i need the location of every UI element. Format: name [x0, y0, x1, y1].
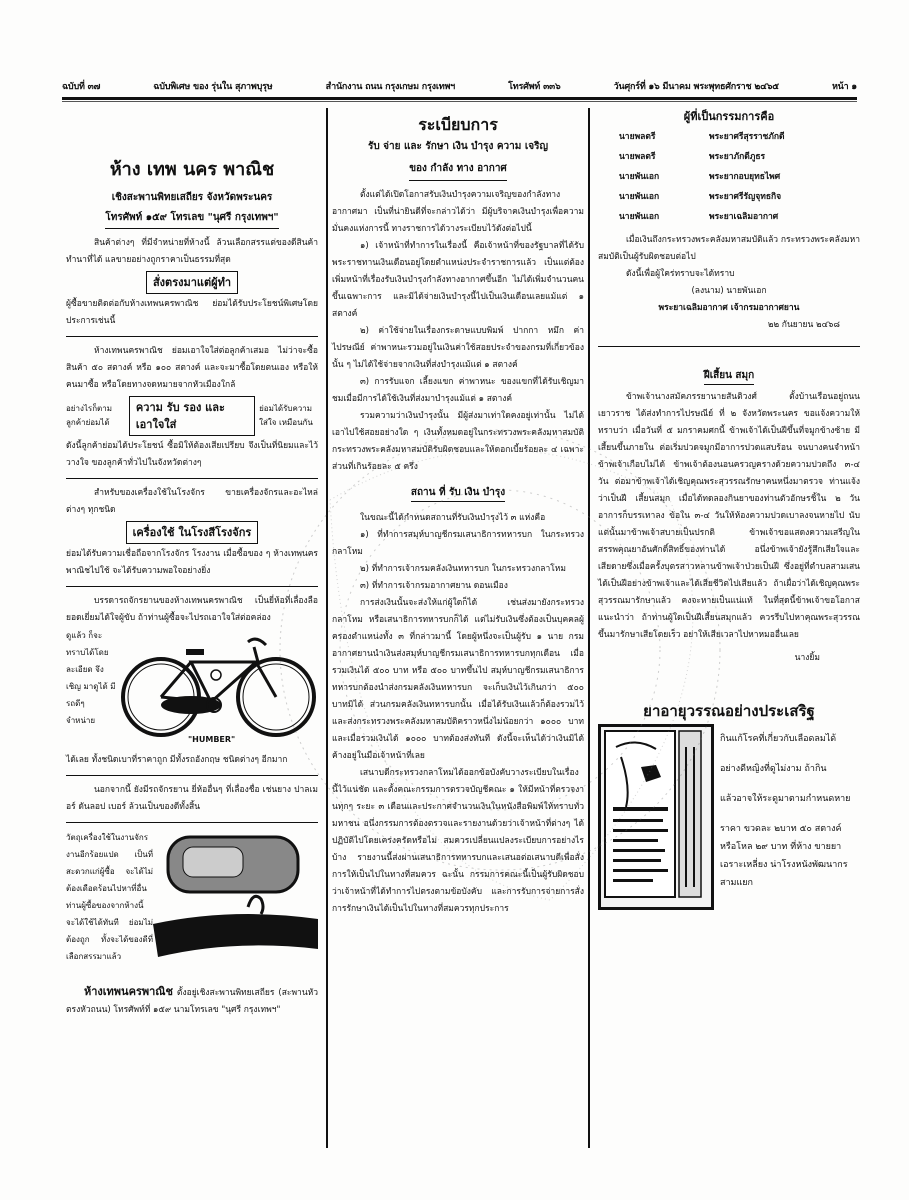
letter-title: ฝีเสี้ยน สมุก [704, 367, 754, 385]
deposit-place-3: ๓) ที่ทำการเจ้ากรมอากาศยาน ดอนเมือง [360, 581, 508, 591]
regulations-item-3: ๓) การรับแจก เลี้ยงแขก ค่าพาหนะ ของแขกที่ได้รับเชิญมาชมเมื่อมีการได้ใช้เงินที่ส่งมาบำรุงแม้แต่ ๑ สตางค์ [332, 377, 584, 404]
right-column [598, 104, 860, 910]
lamp-illustration [153, 829, 318, 979]
medicine-package-icon [601, 727, 705, 901]
medicine-ad [598, 703, 860, 910]
store-ad [66, 158, 318, 330]
regulations-subtitle: รับ จ่าย และ รักษา เงิน บำรุง ความ เจริญ [367, 141, 549, 152]
store-ad-box-row [66, 269, 318, 296]
phone-number: โทรศัพท์ ๓๓๖ [508, 82, 561, 92]
medicine-ad-line: แล้วอาจให้ระดูมาตามกำหนดหาย [720, 794, 851, 804]
service-ad-para2: ดังนี้ลูกค้าย่อมได้ประโยชน์ ซื้อมิให้ต้องเสียเปรียบ จึงเป็นที่นิยมและไว้วางใจ ของลูกค้าทั่วไปในจังหวัดต่างๆ [66, 441, 318, 468]
committee-notice: ดังนี้เพื่อผู้ใคร่ทราบจะได้ทราบ [626, 269, 735, 279]
committee-rank: นายพันเอก [619, 172, 660, 182]
committee-name: พระยาศรีรัญจุทธกิจ [709, 192, 782, 202]
divider [66, 336, 318, 337]
service-ad-para1: ห้างเทพนครพาณิช ย่อมเอาใจใส่ต่อลูกค้าเสมอ ไม่ว่าจะซื้อสินค้า ๕๐ สตางค์ หรือ ๑๐๐ สตางค์ และจะมาซื้อโดยตนเอง หรือให้คนมาซื้อ หรือโดยทางจดหมายจากหัวเมืองใกล้ [66, 346, 318, 390]
committee-title: ผู้ที่เป็นกรรมการคือ [683, 110, 775, 123]
footer-ad-text: ตั้งอยู่เชิงสะพานพิทยเสถียร (สะพานหัว ตรงหัวถนน) โทรศัพท์ที่ ๑๕๙ นามโทรเลข "นุศรี กรุงเทพฯ" [66, 988, 319, 1015]
bicycle-illustration [116, 627, 316, 752]
deposit-place-2: ๒) ที่ทำการเจ้ากรมคลังเงินทหารบก ในกระทรวงกลาโหม [360, 564, 566, 574]
store-ad-para1: สินค้าต่างๆ ที่มีจำหน่ายที่ห้างนี้ ล้วนเลือกสรรแต่ของดีสินค้าทำนาที่ได้ แลขายอย่างถูกราคาเป็นธรรมที่สุด [66, 238, 318, 265]
page-number: หน้า ๑ [831, 82, 857, 92]
store-ad-title: ห้าง เทพ นคร พาณิช [109, 159, 275, 180]
divider [66, 586, 318, 587]
service-ad [66, 343, 318, 472]
footer-ad-title: ห้างเทพนครพาณิช [84, 985, 173, 998]
divider [66, 822, 318, 823]
committee-name: พระยาเฉลิมอากาศ [709, 212, 779, 222]
medicine-bottle-box [598, 724, 714, 910]
deposit-places-intro: ในขณะนี้ได้กำหนดสถานที่รับเงินบำรุงไว้ ๓ แห่งคือ [360, 513, 546, 523]
lamp-icon [153, 829, 318, 979]
signature-rank: (ลงนาม) นายพันเอก [691, 286, 767, 296]
deposit-procedure: การส่งเงินนั้นจะส่งให้แก่ผู้ใดก็ได้ เช่นส่งมายังกระทรวงกลาโหม หรือเสนาธิการทหารบกก็ได้ แต่ไม่รับเงินซึ่งต้องเป็นบุคคลผู้ครองตำแหน่งทั้ง ๓ ที่กล่าวมานี้ โดยผู้หนึ่งจะเป็นผู้รับ ๑ นาย กรมอากาศยานนำเงินส่งสมุห์บาญชีกรมเสนาธิการทหารบกทุกเดือน เมื่อรวมเงินได้ ๕๐๐ บาท หรือ ๕๐๐ บาทขึ้นไป สมุห์บาญชีกรมเสนาธิการทหารบกต้องนำส่งกรมคลังเงินทหารบก จะเก็บเงินไว้เกินกว่า ๕๐๐ บาทมิได้ ส่วนกรมคลังเงินทหารบกนั้น เมื่อได้รับเงินแล้วก็ต้องรวมไว้และส่งกระทรวงพระคลังมหาสมบัติคราวหนึ่งไม่น้อยกว่า ๑๐๐๐ บาท และเมื่อรวมเงินได้ ๑๐๐๐ บาทต้องส่งทันที ดังนี้จะเห็นได้ว่าเงินมิได้ค้างอยู่ในมือเจ้าหน้าที่เลย [332, 598, 584, 761]
regulations-item-2: ๒) ค่าใช้จ่ายในเรื่องกระดาษแบบพิมพ์ ปากกา หมึก ค่าไปรษณีย์ ค่าพาหนะรวมอยู่ในเงินค่าใช้สอยประจำของกรมที่เกี่ยวข้องนั้น ๆ ไม่ได้ใช้จ่ายจากเงินที่ส่งบำรุงแม้แต่ ๑ สตางค์ [332, 326, 584, 370]
masthead-rule [62, 97, 857, 100]
committee-name: พระยากอบยุทธไพศ [709, 172, 781, 182]
masthead-rule-thin [62, 101, 857, 102]
issue-number: ฉบับที่ ๓๗ [62, 82, 101, 92]
regulations-closing: เสนาบดีกระทรวงกลาโหมได้ออกข้อบังคับวางระเบียบในเรื่องนี้ไว้แน่ชัด และตั้งคณะกรรมการตรวจบัญชีคณะ ๑ ให้มีหน้าที่ตรวจงานทุกๆ ระยะ ๓ เดือนและประกาศจำนวนเงินในหนังสือพิมพ์ให้ทราบทั่วมหาชน อนึ่งกรรมการต้องตรวจและรายงานด้วยว่าเจ้าหน้าที่ต่างๆ ได้ปฏิบัติไปโดยเคร่งครัดหรือไม่ สมควรเปลี่ยนแปลงระเบียบการอย่างไรบ้าง รายงานนี้ส่งผ่านเสนาธิการทหารบกและเสนอต่อเสนาบดีเพื่อสั่งการให้เป็นไปในทางที่สมควร ฉะนั้น กรรมการคณะนี้เป็นผู้รับผิดชอบว่าเจ้าหน้าที่ได้ทำการไปตรงตามข้อบังคับ และการรับการจ่ายการสั่งการรักษาเงินได้เป็นไปในทางที่สมควรทุกประการ [332, 768, 584, 914]
divider [66, 478, 318, 479]
medicine-ad-line: อย่างดีหญิงที่ดูไม่งาม ถ้ากิน [720, 764, 827, 774]
regulations-subtitle2: ของ กำลัง ทาง อากาศ [409, 158, 507, 181]
committee-rank: นายพันเอก [619, 212, 660, 222]
medicine-ad-price: ราคา ขวดละ ๒บาท ๕๐ สตางค์ [720, 824, 842, 834]
bicycle-icon [116, 627, 316, 747]
office-address: สำนักงาน ถนน กรุงเกษม กรุงเทพฯ [325, 82, 456, 92]
store-ad-para2: ผู้ซื้อขายติดต่อกับห้างเทพนครพาณิช ย่อมได้รับประโยชน์พิเศษโดยประการเช่นนี้ [66, 299, 318, 326]
section-title-deposit-places: สถาน ที่ รับ เงิน บำรุง [411, 484, 505, 502]
store-ad-phone: โทรศัพท์ ๑๕๙ โทรเลข "นุศรี กรุงเทพฯ" [105, 208, 278, 229]
middle-column [326, 108, 590, 1148]
service-ad-side-left: อย่างไรก็ตาม ลูกค้าย่อมได้ [66, 404, 113, 427]
machine-ad-para2: ย่อมได้รับความเชื่อถือจากโรงจักร โรงงาน เมื่อซื้อของ ๆ ห้างเทพนครพาณิชไปใช้ จะได้รับความพอใจอย่างยิ่ง [66, 549, 318, 576]
machine-ad-boxed-label: เครื่องใช้ ในโรงสีโรงจักร [126, 521, 259, 544]
bicycle-ad-para3: นอกจากนี้ ยังมีรถจักรยาน ยี่ห้ออื่นๆ ที่เลื่องชื่อ เช่นยาง ปาลเมอร์ ดันลอป เบอร์ ล้วนเป็นของดีทั้งสิ้น [66, 785, 318, 812]
footer-ad [66, 983, 318, 1019]
medicine-ad-line: กินแก้โรคที่เกี่ยวกับเลือดลมได้ [720, 734, 837, 744]
left-column [66, 104, 318, 1019]
lamp-ad [66, 829, 318, 979]
committee-name: พระยาภักดีภูธร [709, 152, 766, 162]
bicycle-ad [66, 593, 318, 816]
service-ad-side-right: ย่อมได้รับความใส่ใจ เหมือนกัน [259, 404, 313, 427]
committee-text: เมื่อเงินถึงกระทรวงพระคลังมหาสมบัติแล้ว กระทรวงพระคลังมหาสมบัติเป็นผู้รับผิดชอบต่อไป [598, 235, 860, 262]
committee-rank: นายพันเอก [619, 192, 660, 202]
committee-list [598, 129, 860, 226]
machine-ad-para1: สำหรับของเครื่องใช้ในโรงจักร ขายเครื่องจักรและอะไหล่ต่างๆ ทุกชนิด [66, 488, 318, 515]
committee-rank: นายพลตรี [619, 132, 656, 142]
publisher-line: ฉบับพิเศษ ของ รุ่นใน สุภาพบุรุษ [153, 82, 273, 92]
letter-signature: นางยิ้ม [794, 653, 820, 663]
service-ad-boxed-label: ความ รับ รอง และ เอาใจใส่ [129, 396, 255, 436]
bicycle-brand: "HUMBER" [188, 735, 236, 744]
bicycle-ad-para1: บรรดารถจักรยานของห้างเทพนครพาณิช เป็นยี่ห้อที่เลื่องลือ ยอดเยี่ยมได้ใจผู้ขับ ถ้าท่านผู้ซื้อจะไปรถเอาใจใส่ต่อคล่อง [66, 596, 318, 623]
lamp-ad-text: วัตถุเครื่องใช้ในงานจักร งานอีกร้อยแปด เป็นที่สะดวกแก่ผู้ซื้อ จะได้ไม่ต้องเดือดร้อนไปหาที่อื่น ท่านผู้ซื้อของจากห้างนี้ จะได้ใช้ได้ทันที ย่อมไม่ต้องถูก ทั้งจะได้ของดีที่เลือกสรรมาแล้ว [66, 833, 153, 961]
issue-date: วันศุกร์ที่ ๑๖ มีนาคม พระพุทธศักราช ๒๔๖๕ [613, 82, 779, 92]
committee-name: พระยาศรีสุรราชภักดี [709, 132, 785, 142]
store-ad-boxed-label: สั่งตรงมาแต่ผู้ทำ [146, 271, 238, 294]
machine-ad [66, 485, 318, 580]
service-ad-box-row [66, 394, 318, 438]
committee-rank: นายพลตรี [619, 152, 656, 162]
regulations-summary: รวมความว่าเงินบำรุงนั้น มีผู้ส่งมาเท่าใดคงอยู่เท่านั้น ไม่ได้เอาไปใช้สอยอย่างใด ๆ เงินทั้งหมดอยู่ในกระทรวงพระคลังมหาสมบัติ กระทรวงพระคลังมหาสมบัติรับผิดชอบและให้ดอกเบี้ยร้อยละ ๔ เฉพาะส่วนที่เกินร้อยละ ๕ ครึ่ง [332, 411, 584, 472]
medicine-ad-store: เอราะเหลี่ยง น่าโรงหนังพัฒนากร [720, 860, 848, 870]
masthead [62, 78, 857, 94]
regulations-intro: ตั้งแต่ได้เปิดโอกาสรับเงินบำรุงความเจริญของกำลังทางอากาศมา เป็นที่น่ายินดีที่จะกล่าวได้ว่า มีผู้บริจาคเงินบำรุงเพื่อความมั่นคงแห่งการนี้ ทางราชการได้วางระเบียบไว้ดังต่อไปนี้ [332, 190, 584, 234]
medicine-ad-price2: หรือโหล ๒๙ บาท ที่ห้าง ขายยา [720, 842, 842, 852]
regulations-title: ระเบียบการ [418, 115, 498, 134]
store-ad-address: เชิงสะพานพิทยเสถียร จังหวัดพระนคร [111, 192, 273, 203]
signature-name: พระยาเฉลิมอากาศ เจ้ากรมอากาศยาน [658, 303, 800, 313]
divider [598, 346, 860, 347]
regulations-item-1: ๑) เจ้าหน้าที่ทำการในเรื่องนี้ คือเจ้าหน้าที่ของรัฐบาลที่ได้รับพระราชทานเงินเดือนอยู่โดยตำแหน่งประจำราชการแล้ว เป็นแต่ต้องเพิ่มหน้าที่เรื่องรับเงินบำรุงกำลังทางอากาศขึ้นอีก ไม่ได้เพิ่มจำนวนคนขึ้นเฉพาะการ และมิได้จ่ายเงินบำรุงนี้ไปเป็นเงินเดือนเลยแม้แต่ ๑ สตางค์ [332, 241, 584, 319]
medicine-ad-title: ยาอายุวรรณอย่างประเสริฐ [643, 702, 815, 720]
medicine-ad-store2: สามแยก [720, 878, 754, 888]
letter-body: ข้าพเจ้านางสมัคภรรยานายสันติวงศ์ ตั้งบ้านเรือนอยู่ถนนเยาวราช ได้ส่งทำการไปรษณีย์ ที่ ๒ จังหวัดพระนคร ขอแจ้งความให้ทราบว่า เมื่อวันที่ ๕ มกราคมศกนี้ ข้าพเจ้าได้เป็นฝีขึ้นที่จมูกข้างซ้าย มีเสี้ยนขึ้นภายใน ต่อเริ่มปวดจมูกมีอาการปวดแสบร้อน จนบางคนจำหน้าข้าพเจ้าเกือบไม่ได้ ข้าพเจ้าต้องนอนครวญครางด้วยความปวดถึง ๓-๔ วัน ต่อมาข้าพเจ้าได้เชิญคุณพระสุวรรณรักษาคนหนึ่งมาตรวจ ท่านแจ้งว่าเป็นฝี เสี้ยนสมุก เมื่อได้ทดลองกินยาของท่านตัวอักษรชิ้ใน ๒ วันอาการก็บรรเทาลง ข้อใน ๓-๔ วันให้ห้องความปวดเบาลงจนหายไป นับแต่นั้นมาข้าพเจ้าสบายเป็นปรกติ ข้าพเจ้าขอแสดงความเสรีญในสรรพคุณยาอันศักดิ์สิทธิ์ของท่านได้ อนึ่งข้าพเจ้ายังรู้สึกเสียใจและเสียดายซึ่งเมื่อครั้งบุตรสาวหลานข้าพเจ้าป่วยเป็นฝี ซึ่งอยู่ที่ตำบลสามเสนได้เป็นฝีอย่างข้าพเจ้าและได้เสียชีวิตไปเสียแล้ว ถ้าเผื่อว่าได้เชิญคุณพระสุวรรณมารักษาแล้ว คงจะหายเป็นแน่แท้ ในที่สุดนี้ข้าพเจ้าขอโอกาสแนะนำว่า ถ้าท่านผู้ใดเป็นฝีเสี้ยนสมุกแล้ว ควรรีบไปหาคุณพระสุวรรณ ขึ้นมารักษาเสียโดยเร็ว อย่าให้เสียเวลาไปหาหมออื่นเลย [598, 392, 860, 640]
bicycle-ad-para2: ได้เลย ทั้งชนิดเบาที่ราคาถูก มีทั้งรถอังกฤษ ชนิดต่างๆ อีกมาก [66, 755, 288, 765]
divider [66, 775, 318, 776]
signature-date: ๒๒ กันยายน ๒๔๖๘ [767, 320, 840, 330]
medicine-ad-text [714, 724, 860, 910]
deposit-place-1: ๑) ที่ทำการสมุห์บาญชีกรมเสนาธิการทหารบก ในกระทรวงกลาโหม [332, 530, 584, 557]
bicycle-ad-side-text: ดูแล้ว ก็จะทราบได้โดยละเอียด จึงเชิญ มาดูได้ มีรถดีๆ จำหน่าย [66, 631, 116, 725]
